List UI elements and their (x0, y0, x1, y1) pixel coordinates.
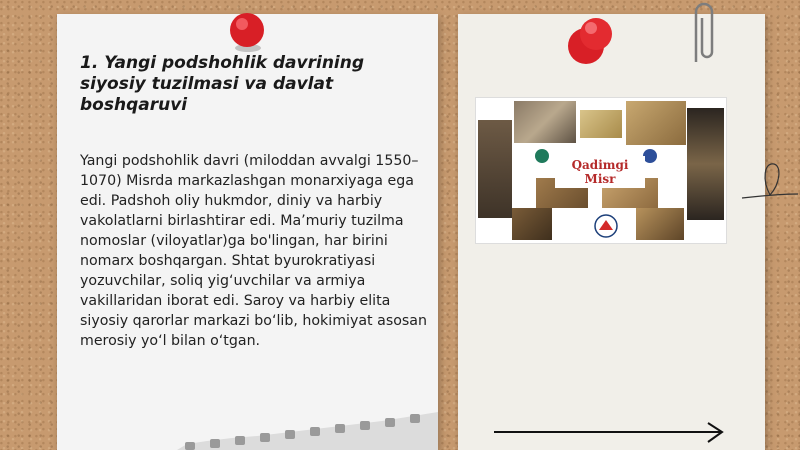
red-pushpin-left (226, 8, 270, 56)
slide-title: 1. Yangi podshohlik davrining siyosiy tuzilmasi va davlat boshqaruvi (80, 53, 365, 115)
torn-paper-edge (57, 400, 438, 450)
right-arrow-icon (494, 422, 726, 446)
paperclip-icon (686, 0, 722, 70)
body-paragraph: Yangi podshohlik davri (miloddan avvalgi 1550–1070) Misrda markazlashgan monarxiyaga ega edi. Padshoh oliy hukmdor, diniy va harbiy vakolatlarni birlashtirar edi. Ma’muriy tuzilma nomoslar (viloyatlar)ga bo'lingan, har birini nomarx boshqargan. Shtat byurokratiyasi yozuvchilar, soliq yig‘uvchilar va armiya vakillaridan iborat edi. Saroy va harbiy elita siyosiy qarorlar markazi bo‘lib, hokimiyat asosan merosiy yo‘l bilan o‘tgan. (80, 153, 427, 349)
decorative-squiggle (740, 150, 800, 210)
red-pushpin-right (558, 10, 620, 68)
collage-title: Qadimgi Misr (555, 156, 645, 188)
